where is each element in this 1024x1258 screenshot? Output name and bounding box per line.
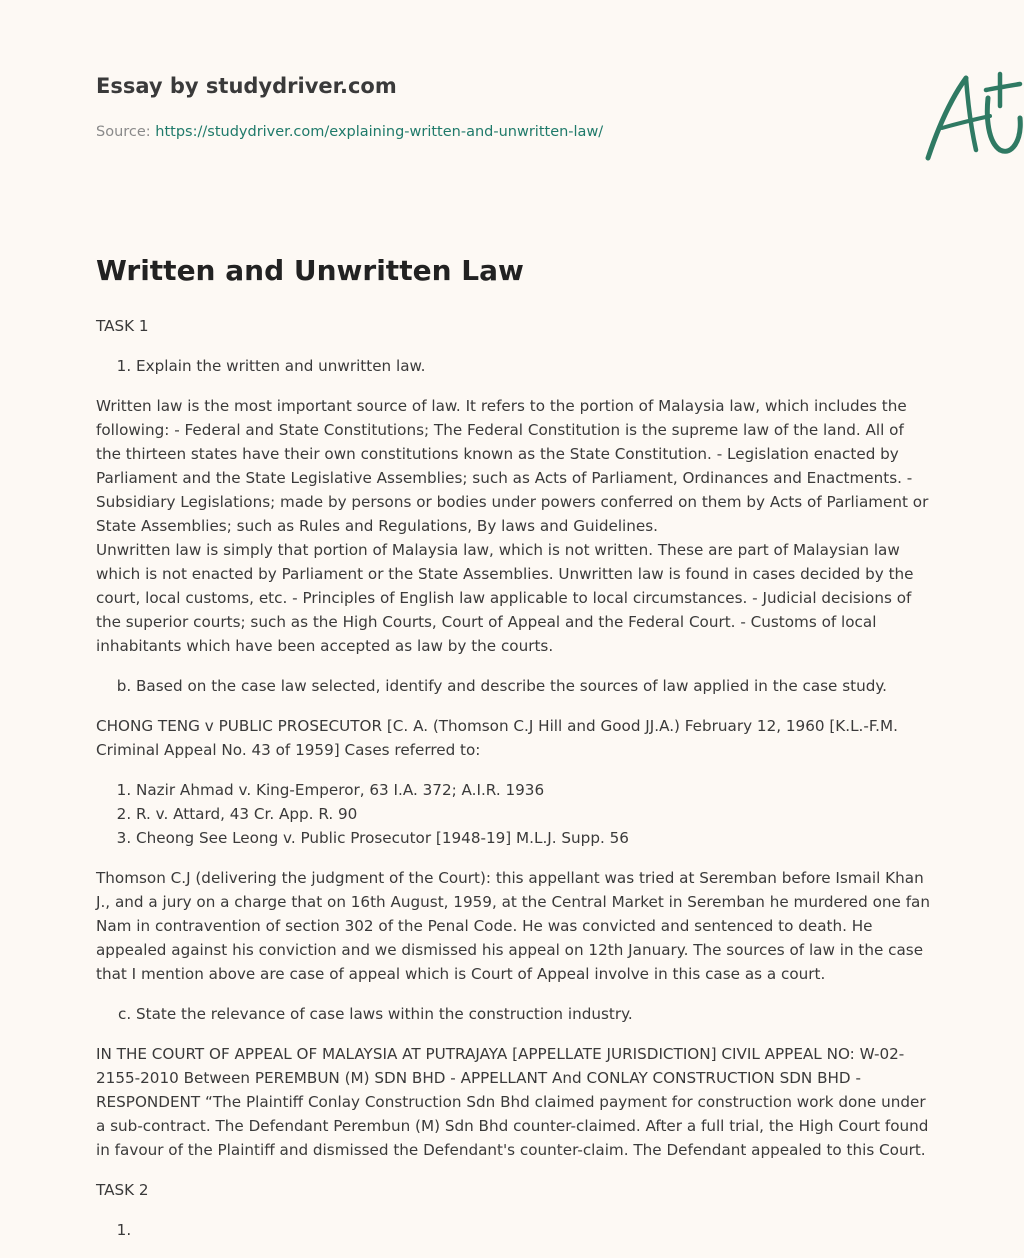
case-citation-paragraph: CHONG TENG v PUBLIC PROSECUTOR [C. A. (Thomson C.J Hill and Good JJ.A.) February 12, 1960 [K.L.-F.M. Criminal Appeal No. 43 of 1959] Cases referred to:	[96, 717, 898, 759]
case-item: 3. Cheong See Leong v. Public Prosecutor [1948-19] M.L.J. Supp. 56	[136, 826, 932, 850]
question-a-list	[96, 354, 932, 378]
task2-heading: TASK 2	[96, 1181, 149, 1199]
court-of-appeal-paragraph: IN THE COURT OF APPEAL OF MALAYSIA AT PUTRAJAYA [APPELLATE JURISDICTION] CIVIL APPEAL NO: W-02-2155-2010 Between PEREMBUN (M) SDN BHD - APPELLANT And CONLAY CONSTRUCTION SDN BHD - RESPONDENT “The Plaintiff Conlay Construction Sdn Bhd claimed payment for construction work done under a sub-contract. The Defendant Perembun (M) Sdn Bhd counter-claimed. After a full trial, the High Court found in favour of the Plaintiff and dismissed the Defendant's counter-claim. The Defendant appealed to this Court.	[96, 1045, 929, 1159]
unwritten-law-paragraph: Unwritten law is simply that portion of Malaysia law, which is not written. These are part of Malaysian law which is not enacted by Parliament or the State Assemblies. Unwritten law is found in cases decided by the court, local customs, etc. - Principles of English law applicable to local circumstances. - Judicial decisions of the superior courts; such as the High Courts, Court of Appeal and the Federal Court. - Customs of local inhabitants which have been accepted as law by the courts.	[96, 541, 914, 655]
case-item: 1. Nazir Ahmad v. King-Emperor, 63 I.A. 372; A.I.R. 1936	[136, 778, 932, 802]
question-c-list	[96, 1002, 932, 1026]
a-plus-logo-icon	[916, 66, 1024, 166]
task2-list	[96, 1218, 932, 1242]
question-b-list	[96, 674, 932, 698]
case-item: 2. R. v. Attard, 43 Cr. App. R. 90	[136, 802, 932, 826]
site-title: Essay by studydriver.com	[96, 74, 397, 98]
cases-list	[96, 778, 932, 850]
judgment-paragraph: Thomson C.J (delivering the judgment of the Court): this appellant was tried at Seremban before Ismail Khan J., and a jury on a charge that on 16th August, 1959, at the Central Market in Seremban he murdered one fan Nam in contravention of section 302 of the Penal Code. He was convicted and sentenced to death. He appealed against his conviction and we dismissed his appeal on 12th January. The sources of law in the case that I mention above are case of appeal which is Court of Appeal involve in this case as a court.	[96, 869, 930, 983]
written-law-paragraph: Written law is the most important source of law. It refers to the portion of Malaysia law, which includes the following: - Federal and State Constitutions; The Federal Constitution is the supreme law of the land. All of the thirteen states have their own constitutions known as the State Constitution. - Legislation enacted by Parliament and the State Legislative Assemblies; such as Acts of Parliament, Ordinances and Enactments. - Subsidiary Legislations; made by persons or bodies under powers conferred on them by Acts of Parliament or State Assemblies; such as Rules and Regulations, By laws and Guidelines.	[96, 397, 929, 535]
source-line	[96, 124, 603, 140]
task1-heading: TASK 1	[96, 317, 149, 335]
question-a: 1. Explain the written and unwritten law.	[136, 354, 932, 378]
task2-item	[136, 1218, 932, 1242]
question-c: c. State the relevance of case laws within the construction industry.	[136, 1002, 932, 1026]
question-b: b. Based on the case law selected, identify and describe the sources of law applied in the case study.	[136, 674, 932, 698]
document-title: Written and Unwritten Law	[96, 254, 524, 287]
source-label: Source:	[96, 124, 151, 140]
source-link[interactable]: https://studydriver.com/explaining-written-and-unwritten-law/	[155, 124, 604, 140]
document-body	[96, 314, 932, 1258]
